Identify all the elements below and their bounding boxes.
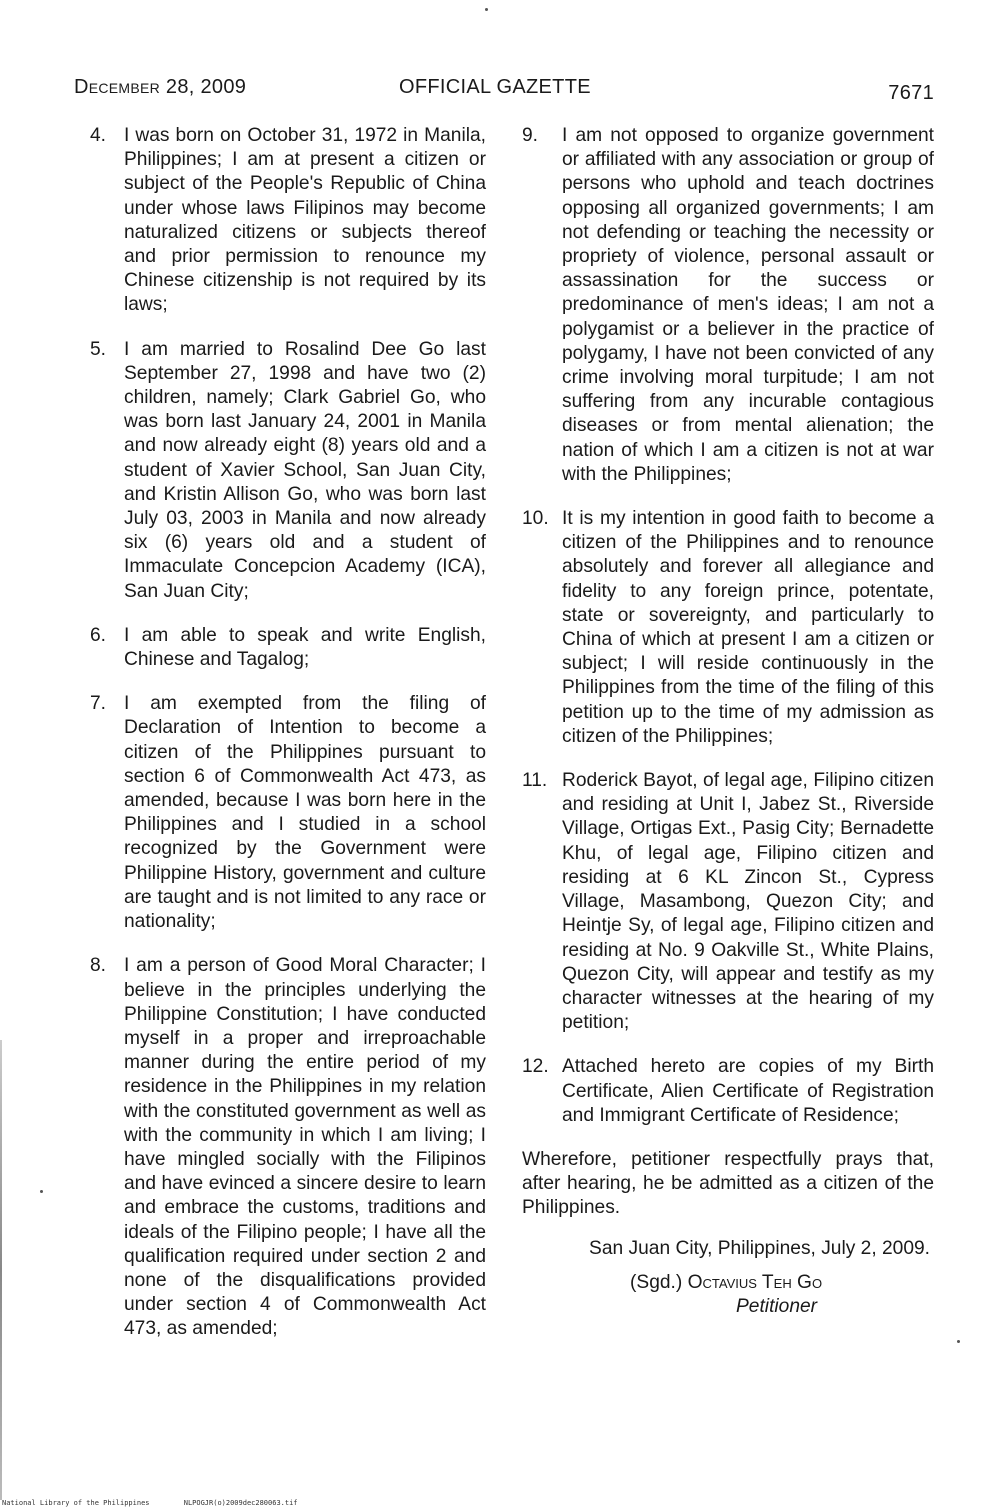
- page-header: [74, 76, 934, 106]
- signature-block: [522, 1271, 934, 1319]
- page-number: 7671: [888, 82, 934, 104]
- paragraph-text: I am a person of Good Moral Character; I believe in the principles underlying the Philippine Constitution; I have conducted myself in a proper and irreproachable manner during the entire period of my residence in the Philippines in my relation with the constituted government as well as with the community in which I am living; I have mingled socially with the Filipinos and have evinced a sincere desire to learn and embrace the customs, traditions and ideals of the Filipino people; I have all the qualification required under section 2 and none of the disqualifications provided under section 4 of Commonwealth Act 473, as amended;: [124, 955, 486, 1340]
- paragraph-number: 8.: [90, 955, 107, 977]
- publication-title: OFFICIAL GAZETTE: [399, 76, 591, 98]
- paragraph-text: Roderick Bayot, of legal age, Filipino citizen and residing at Unit I, Jabez St., Riverside Village, Ortigas Ext., Pasig City; Bernadette Khu, of legal age, Filipino citizen and residing at 6 KL Zincon St., Cypress Village, Masambong, Quezon City; and Heintje Sy, of legal age, Filipino citizen and residing at No. 9 Oakville St., White Plains, Quezon City, will appear and testify as my character witnesses at the hearing of my petition;: [562, 770, 934, 1034]
- paragraph-number: 4.: [90, 125, 107, 146]
- header-date: December 28, 2009: [74, 76, 247, 98]
- numbered-paragraph: [90, 954, 486, 1341]
- left-column: [90, 124, 486, 1362]
- paragraph-text: I am exempted from the filing of Declaration of Intention to become a citizen of the Philippines pursuant to section 6 of Commonwealth Act 473, as amended, because I was born here in the Philippines and I studied in a school recognized by the Government were Philippine History, government and culture are taught and is not limited to any race or nationality;: [124, 693, 486, 933]
- numbered-paragraph: [90, 338, 486, 604]
- numbered-paragraph: [522, 507, 934, 749]
- prayer-paragraph: Wherefore, petitioner respectfully prays that, after hearing, he be admitted as a citizen of the Philippines.: [522, 1148, 934, 1219]
- paragraph-text: I am not opposed to organize government or affiliated with any association or group of persons who uphold and teach doctrines opposing all organized governments; I am not defending or teaching the necessity or propriety of violence, personal assault or assassination for the success or predominance of men's ideas; I am not a polygamist or a believer in the practice of polygamy, I have not been convicted of any crime involving moral turpitude; I am not suffering from any incurable contagious diseases or from mental alienation; the nation of which I am a citizen is not at war with the Philippines;: [562, 125, 934, 485]
- numbered-paragraph: [522, 769, 934, 1035]
- paragraph-number: 5.: [90, 338, 107, 360]
- scan-edge: [0, 1040, 2, 1500]
- numbered-paragraph: [522, 124, 934, 487]
- paragraph-text: I was born on October 31, 1972 in Manila, Philippines; I am at present a citizen or subject of the People's Republic of China under whose laws Filipinos may become naturalized citizens or subjects thereof and prior permission to renounce my Chinese citizenship is not required by its laws;: [124, 125, 486, 316]
- paragraph-number: 12.: [522, 1056, 549, 1078]
- paragraph-number: 6.: [90, 624, 107, 646]
- scan-speck: [957, 1340, 960, 1343]
- signed-mark: (Sgd.): [630, 1271, 683, 1293]
- paragraph-text: Attached hereto are copies of my Birth Certificate, Alien Certificate of Registration and Immigrant Certificate of Residence;: [562, 1056, 934, 1126]
- scan-footer: [2, 1499, 328, 1507]
- numbered-paragraph: [90, 692, 486, 934]
- paragraph-number: 10.: [522, 508, 549, 530]
- numbered-paragraph: [90, 624, 486, 672]
- scan-speck: [485, 8, 488, 11]
- paragraph-number: 9.: [522, 125, 539, 146]
- library-credit: National Library of the Philippines: [2, 1499, 150, 1507]
- signatory-role: Petitioner: [736, 1295, 818, 1317]
- scan-speck: [40, 1190, 43, 1193]
- numbered-paragraph: [90, 124, 486, 318]
- paragraph-number: 7.: [90, 693, 107, 715]
- paragraph-number: 11.: [522, 770, 548, 792]
- right-column: [522, 124, 934, 1319]
- numbered-paragraph: [522, 1055, 934, 1128]
- paragraph-text: It is my intention in good faith to become a citizen of the Philippines and to renounce absolutely and forever all allegiance and fidelity to any foreign prince, potentate, state or sovereignty, and particularly to China of which at present I am a citizen or subject; I will reside continuously in the Philippines from the time of the filing of this petition up to the time of my admission as citizen of the Philippines;: [562, 508, 934, 747]
- paragraph-text: I am married to Rosalind Dee Go last September 27, 1998 and have two (2) children, namely; Clark Gabriel Go, who was born last January 24, 2001 in Manila and now already eight (8) years old and a student of Xavier School, San Juan City, and Kristin Allison Go, who was born last July 03, 2003 in Manila and now already six (6) years old and a student of Immaculate Concepcion Academy (ICA), San Juan City;: [124, 338, 486, 602]
- place-and-date: San Juan City, Philippines, July 2, 2009.: [589, 1237, 930, 1259]
- paragraph-text: I am able to speak and write English, Chinese and Tagalog;: [124, 624, 486, 671]
- file-identifier: NLPOGJR(o)2009dec28006З.tif: [183, 1499, 298, 1507]
- signatory-name: Octavius Teh Go: [687, 1271, 823, 1293]
